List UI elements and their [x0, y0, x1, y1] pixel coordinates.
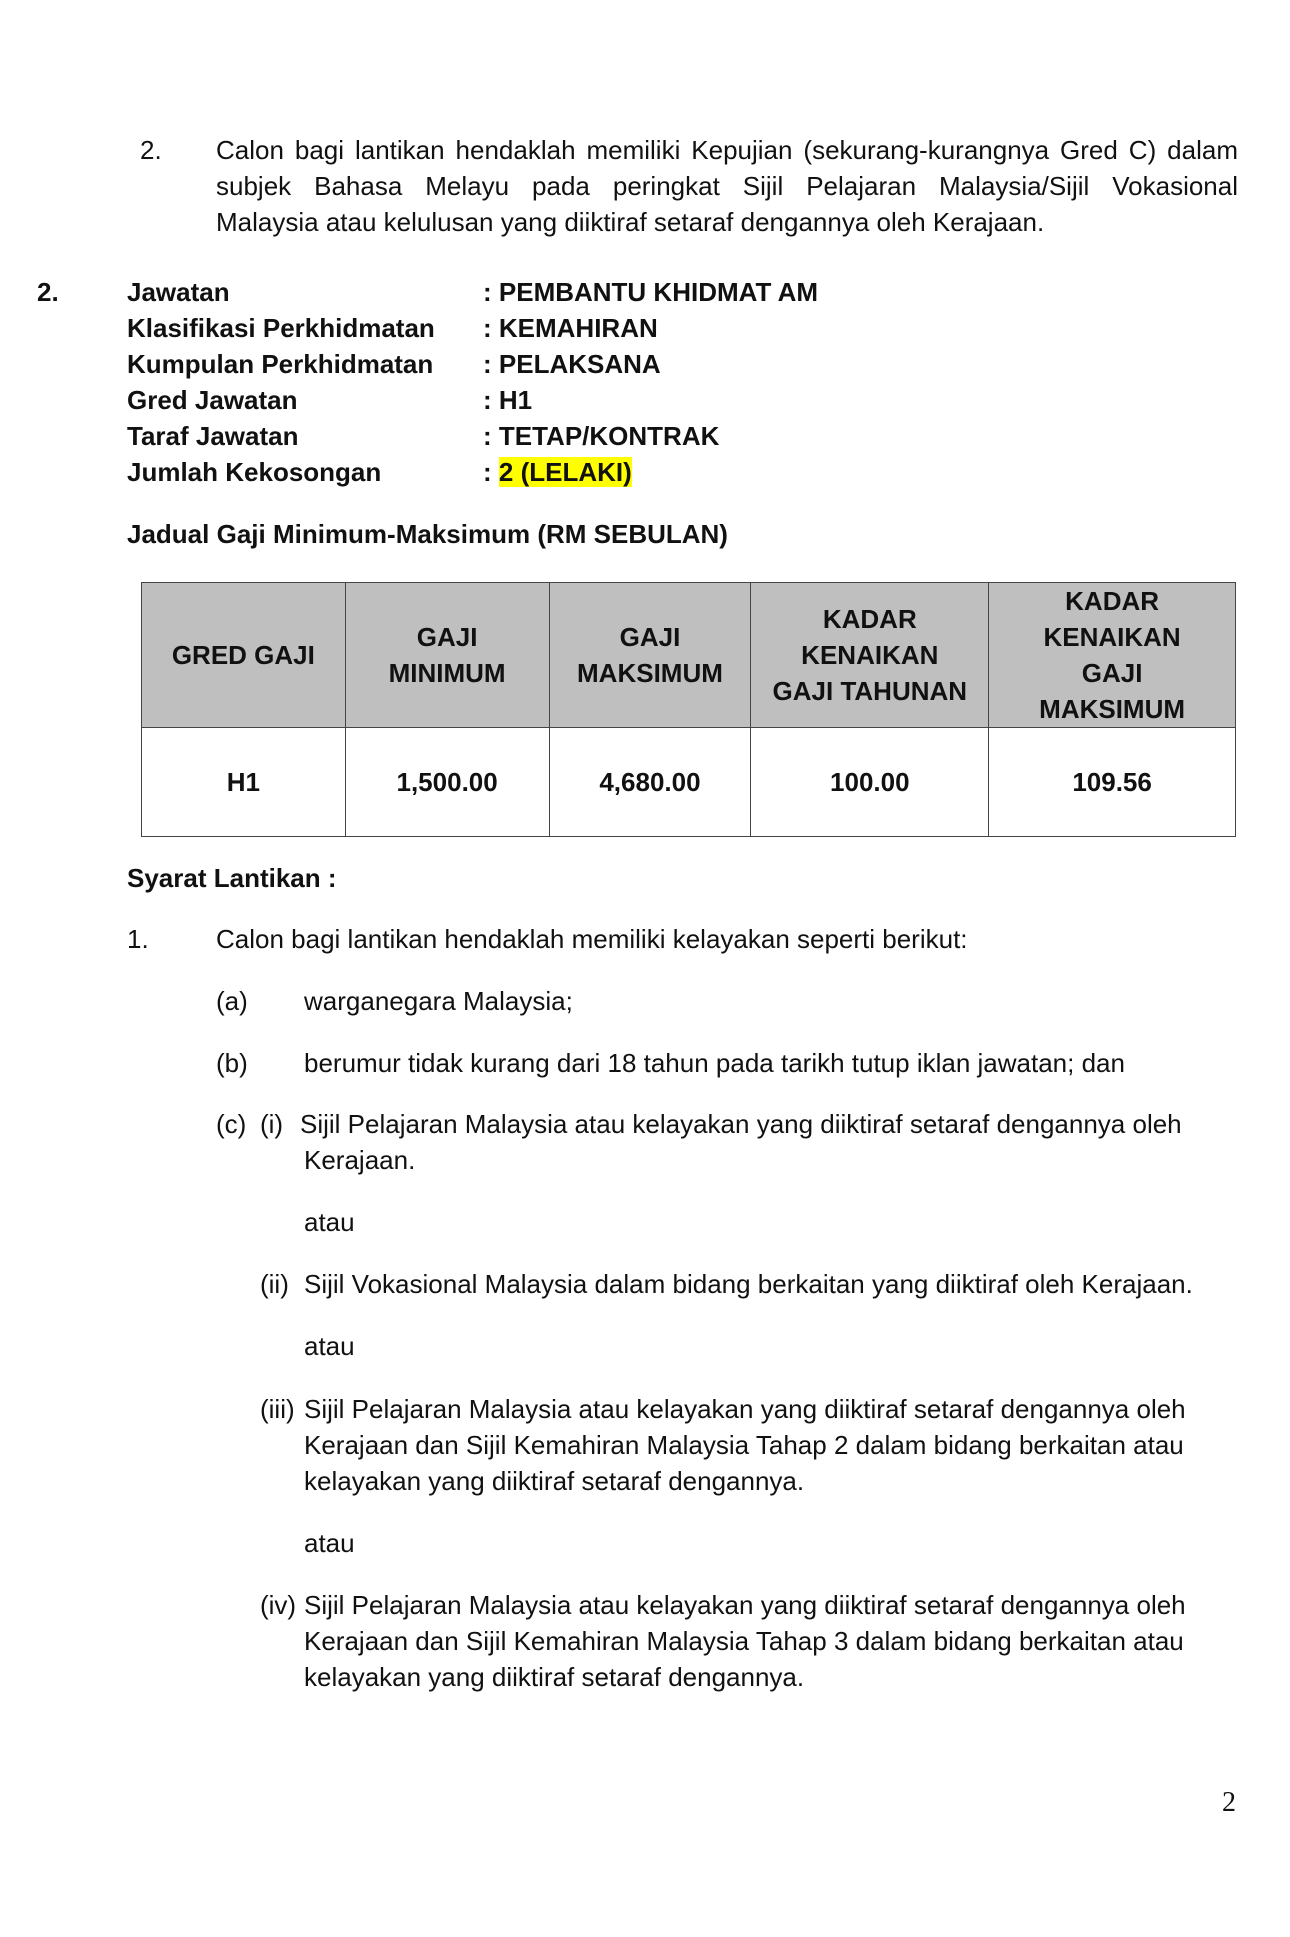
- req-c-i-line-2: Kerajaan.: [304, 1145, 416, 1175]
- field-label-taraf: Taraf Jawatan: [127, 421, 299, 451]
- req-or-1: atau: [304, 1207, 355, 1237]
- vacancy-highlight: 2 (LELAKI): [498, 457, 632, 487]
- header-gaji-maksimum: GAJI MAKSIMUM: [549, 583, 751, 728]
- field-value-gred: : H1: [483, 385, 533, 415]
- req-or-3: atau: [304, 1528, 355, 1558]
- req-or-2: atau: [304, 1331, 355, 1361]
- intro-item-line-2: subjek Bahasa Melayu pada peringkat Sijil Pelajaran Malaysia/Sijil Vokasional: [216, 171, 1238, 201]
- req-c-i-line-1: Sijil Pelajaran Malaysia atau kelayakan yang diiktiraf setaraf dengannya oleh: [300, 1109, 1182, 1139]
- field-label-klasifikasi: Klasifikasi Perkhidmatan: [127, 313, 435, 343]
- cell-kadar-maksimum: 109.56: [989, 728, 1236, 837]
- req-a-label: (a): [216, 986, 248, 1016]
- page-number: 2: [1222, 1787, 1236, 1818]
- req-c-iii-line-1: Sijil Pelajaran Malaysia atau kelayakan yang diiktiraf setaraf dengannya oleh: [304, 1394, 1186, 1424]
- field-value-klasifikasi: : KEMAHIRAN: [483, 313, 658, 343]
- req-c-ii-text: Sijil Vokasional Malaysia dalam bidang berkaitan yang diiktiraf oleh Kerajaan.: [304, 1269, 1193, 1299]
- intro-item-number: 2.: [140, 135, 162, 165]
- req-b-label: (b): [216, 1048, 248, 1078]
- field-value-kumpulan: : PELAKSANA: [483, 349, 661, 379]
- field-value-taraf: : TETAP/KONTRAK: [483, 421, 720, 451]
- req-c-i-label: (i): [260, 1109, 284, 1139]
- field-value-prefix: :: [483, 457, 499, 487]
- cell-gaji-maksimum: 4,680.00: [549, 728, 751, 837]
- field-label-kumpulan: Kumpulan Perkhidmatan: [127, 349, 434, 379]
- salary-table-header-row: [142, 583, 1236, 728]
- req-c-iv-label: (iv): [260, 1590, 297, 1620]
- req-item-1-number: 1.: [127, 924, 149, 954]
- field-value-jumlah: [483, 454, 632, 490]
- req-c-label: (c): [216, 1109, 247, 1139]
- req-c-iv-line-3: kelayakan yang diiktiraf setaraf dengannya.: [304, 1662, 805, 1692]
- intro-item-line-1: Calon bagi lantikan hendaklah memiliki Kepujian (sekurang-kurangnya Gred C) dalam: [216, 135, 1238, 165]
- header-kadar-kenaikan-tahunan: KADAR KENAIKAN GAJI TAHUNAN: [751, 583, 989, 728]
- cell-kadar-tahunan: 100.00: [751, 728, 989, 837]
- field-label-gred: Gred Jawatan: [127, 385, 298, 415]
- requirements-title: Syarat Lantikan :: [127, 863, 337, 893]
- req-b-text: berumur tidak kurang dari 18 tahun pada tarikh tutup iklan jawatan; dan: [304, 1048, 1125, 1078]
- table-row: [142, 728, 1236, 837]
- salary-table: [141, 582, 1236, 837]
- req-c-iii-label: (iii): [260, 1394, 295, 1424]
- section-number: 2.: [37, 277, 59, 307]
- salary-table-title: Jadual Gaji Minimum-Maksimum (RM SEBULAN): [127, 519, 728, 549]
- field-value-jawatan: : PEMBANTU KHIDMAT AM: [483, 277, 819, 307]
- header-kadar-kenaikan-maksimum: KADAR KENAIKAN GAJI MAKSIMUM: [989, 583, 1236, 728]
- header-gred-gaji: GRED GAJI: [142, 583, 346, 728]
- cell-gred-gaji: H1: [142, 728, 346, 837]
- req-a-text: warganegara Malaysia;: [304, 986, 573, 1016]
- header-gaji-minimum: GAJI MINIMUM: [345, 583, 549, 728]
- req-c-iii-line-2: Kerajaan dan Sijil Kemahiran Malaysia Tahap 2 dalam bidang berkaitan atau: [304, 1430, 1184, 1460]
- cell-gaji-minimum: 1,500.00: [345, 728, 549, 837]
- req-c-iv-line-2: Kerajaan dan Sijil Kemahiran Malaysia Tahap 3 dalam bidang berkaitan atau: [304, 1626, 1184, 1656]
- req-c-iii-line-3: kelayakan yang diiktiraf setaraf dengannya.: [304, 1466, 805, 1496]
- field-label-jumlah: Jumlah Kekosongan: [127, 457, 382, 487]
- req-item-1-text: Calon bagi lantikan hendaklah memiliki kelayakan seperti berikut:: [216, 924, 968, 954]
- field-label-jawatan: Jawatan: [127, 277, 230, 307]
- req-c-ii-label: (ii): [260, 1269, 289, 1299]
- req-c-iv-line-1: Sijil Pelajaran Malaysia atau kelayakan yang diiktiraf setaraf dengannya oleh: [304, 1590, 1186, 1620]
- intro-item-line-3: Malaysia atau kelulusan yang diiktiraf setaraf dengannya oleh Kerajaan.: [216, 207, 1045, 237]
